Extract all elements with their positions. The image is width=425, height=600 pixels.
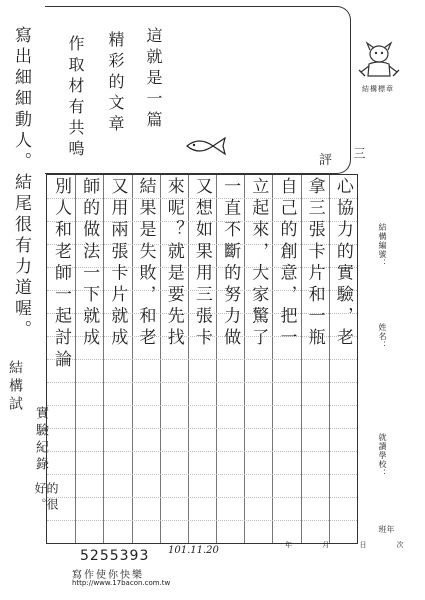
essay-column: 拿三張卡片和一瓶 bbox=[304, 177, 325, 350]
grid-row-line bbox=[47, 520, 357, 521]
essay-column: 心協力的實驗，老 bbox=[332, 177, 353, 350]
comment-line: 精彩的文章 bbox=[106, 31, 125, 136]
grid-row-line bbox=[47, 359, 357, 360]
footer-url: http://www.17bacon.com.tw bbox=[72, 579, 171, 587]
teacher-notes bbox=[6, 26, 59, 514]
essay-column: 結果是失敗，和老 bbox=[135, 177, 156, 350]
essay-column: 自己的創意，把一 bbox=[276, 177, 297, 350]
grid-row-line bbox=[47, 497, 357, 498]
grid-row-line bbox=[47, 405, 357, 406]
grid-row-line bbox=[47, 474, 357, 475]
grade-mark: 評 bbox=[319, 153, 333, 168]
grid-row-line bbox=[47, 382, 357, 383]
essay-column: 別人和老師一起討論 bbox=[51, 177, 71, 372]
teacher-note-line: 結構試 bbox=[7, 360, 23, 414]
date-form-label: 年 月 日 次 bbox=[285, 541, 418, 549]
school-label: 就讀學校： bbox=[378, 433, 387, 478]
comment-line: 這就是一篇 bbox=[144, 27, 163, 132]
essay-column: 又用兩張卡片就成 bbox=[107, 177, 128, 350]
teacher-note-line: 的很好。 bbox=[33, 482, 59, 514]
grade-label: 年 班 bbox=[378, 525, 395, 543]
teacher-note-line: 實驗紀錄 bbox=[33, 406, 48, 474]
writing-grid bbox=[46, 174, 358, 544]
name-label: 姓名： bbox=[378, 323, 387, 350]
sheet-code: 5255393 bbox=[80, 548, 150, 564]
stamp-label: 結構標章 bbox=[362, 85, 394, 93]
mascot-stamp-icon bbox=[357, 40, 401, 82]
fish-doodle-icon bbox=[185, 135, 227, 157]
essay-column: 師的做法一下就成 bbox=[79, 177, 100, 350]
footer-slogan: 寫作使你快樂 bbox=[72, 570, 144, 581]
essay-column: 又想如果用三張卡 bbox=[191, 177, 212, 350]
comment-box bbox=[45, 6, 366, 174]
class-label: 結構編號： bbox=[378, 223, 387, 268]
side-form bbox=[364, 175, 404, 560]
comment-line: 作取材有共鳴 bbox=[66, 35, 85, 161]
grid-row-line bbox=[47, 428, 357, 429]
essay-column: 來呢？就是要先找 bbox=[163, 177, 184, 350]
grid-row-line bbox=[47, 451, 357, 452]
essay-column: 一直不斷的努力做 bbox=[220, 177, 241, 350]
essay-column: 立起來，大家驚了 bbox=[248, 177, 269, 350]
tick-marks: 三 bbox=[352, 147, 366, 159]
submission-date: 101.11.20 bbox=[168, 545, 219, 556]
teacher-note-line: 寫出細細動人。結尾很有力道喔。 bbox=[11, 26, 31, 341]
